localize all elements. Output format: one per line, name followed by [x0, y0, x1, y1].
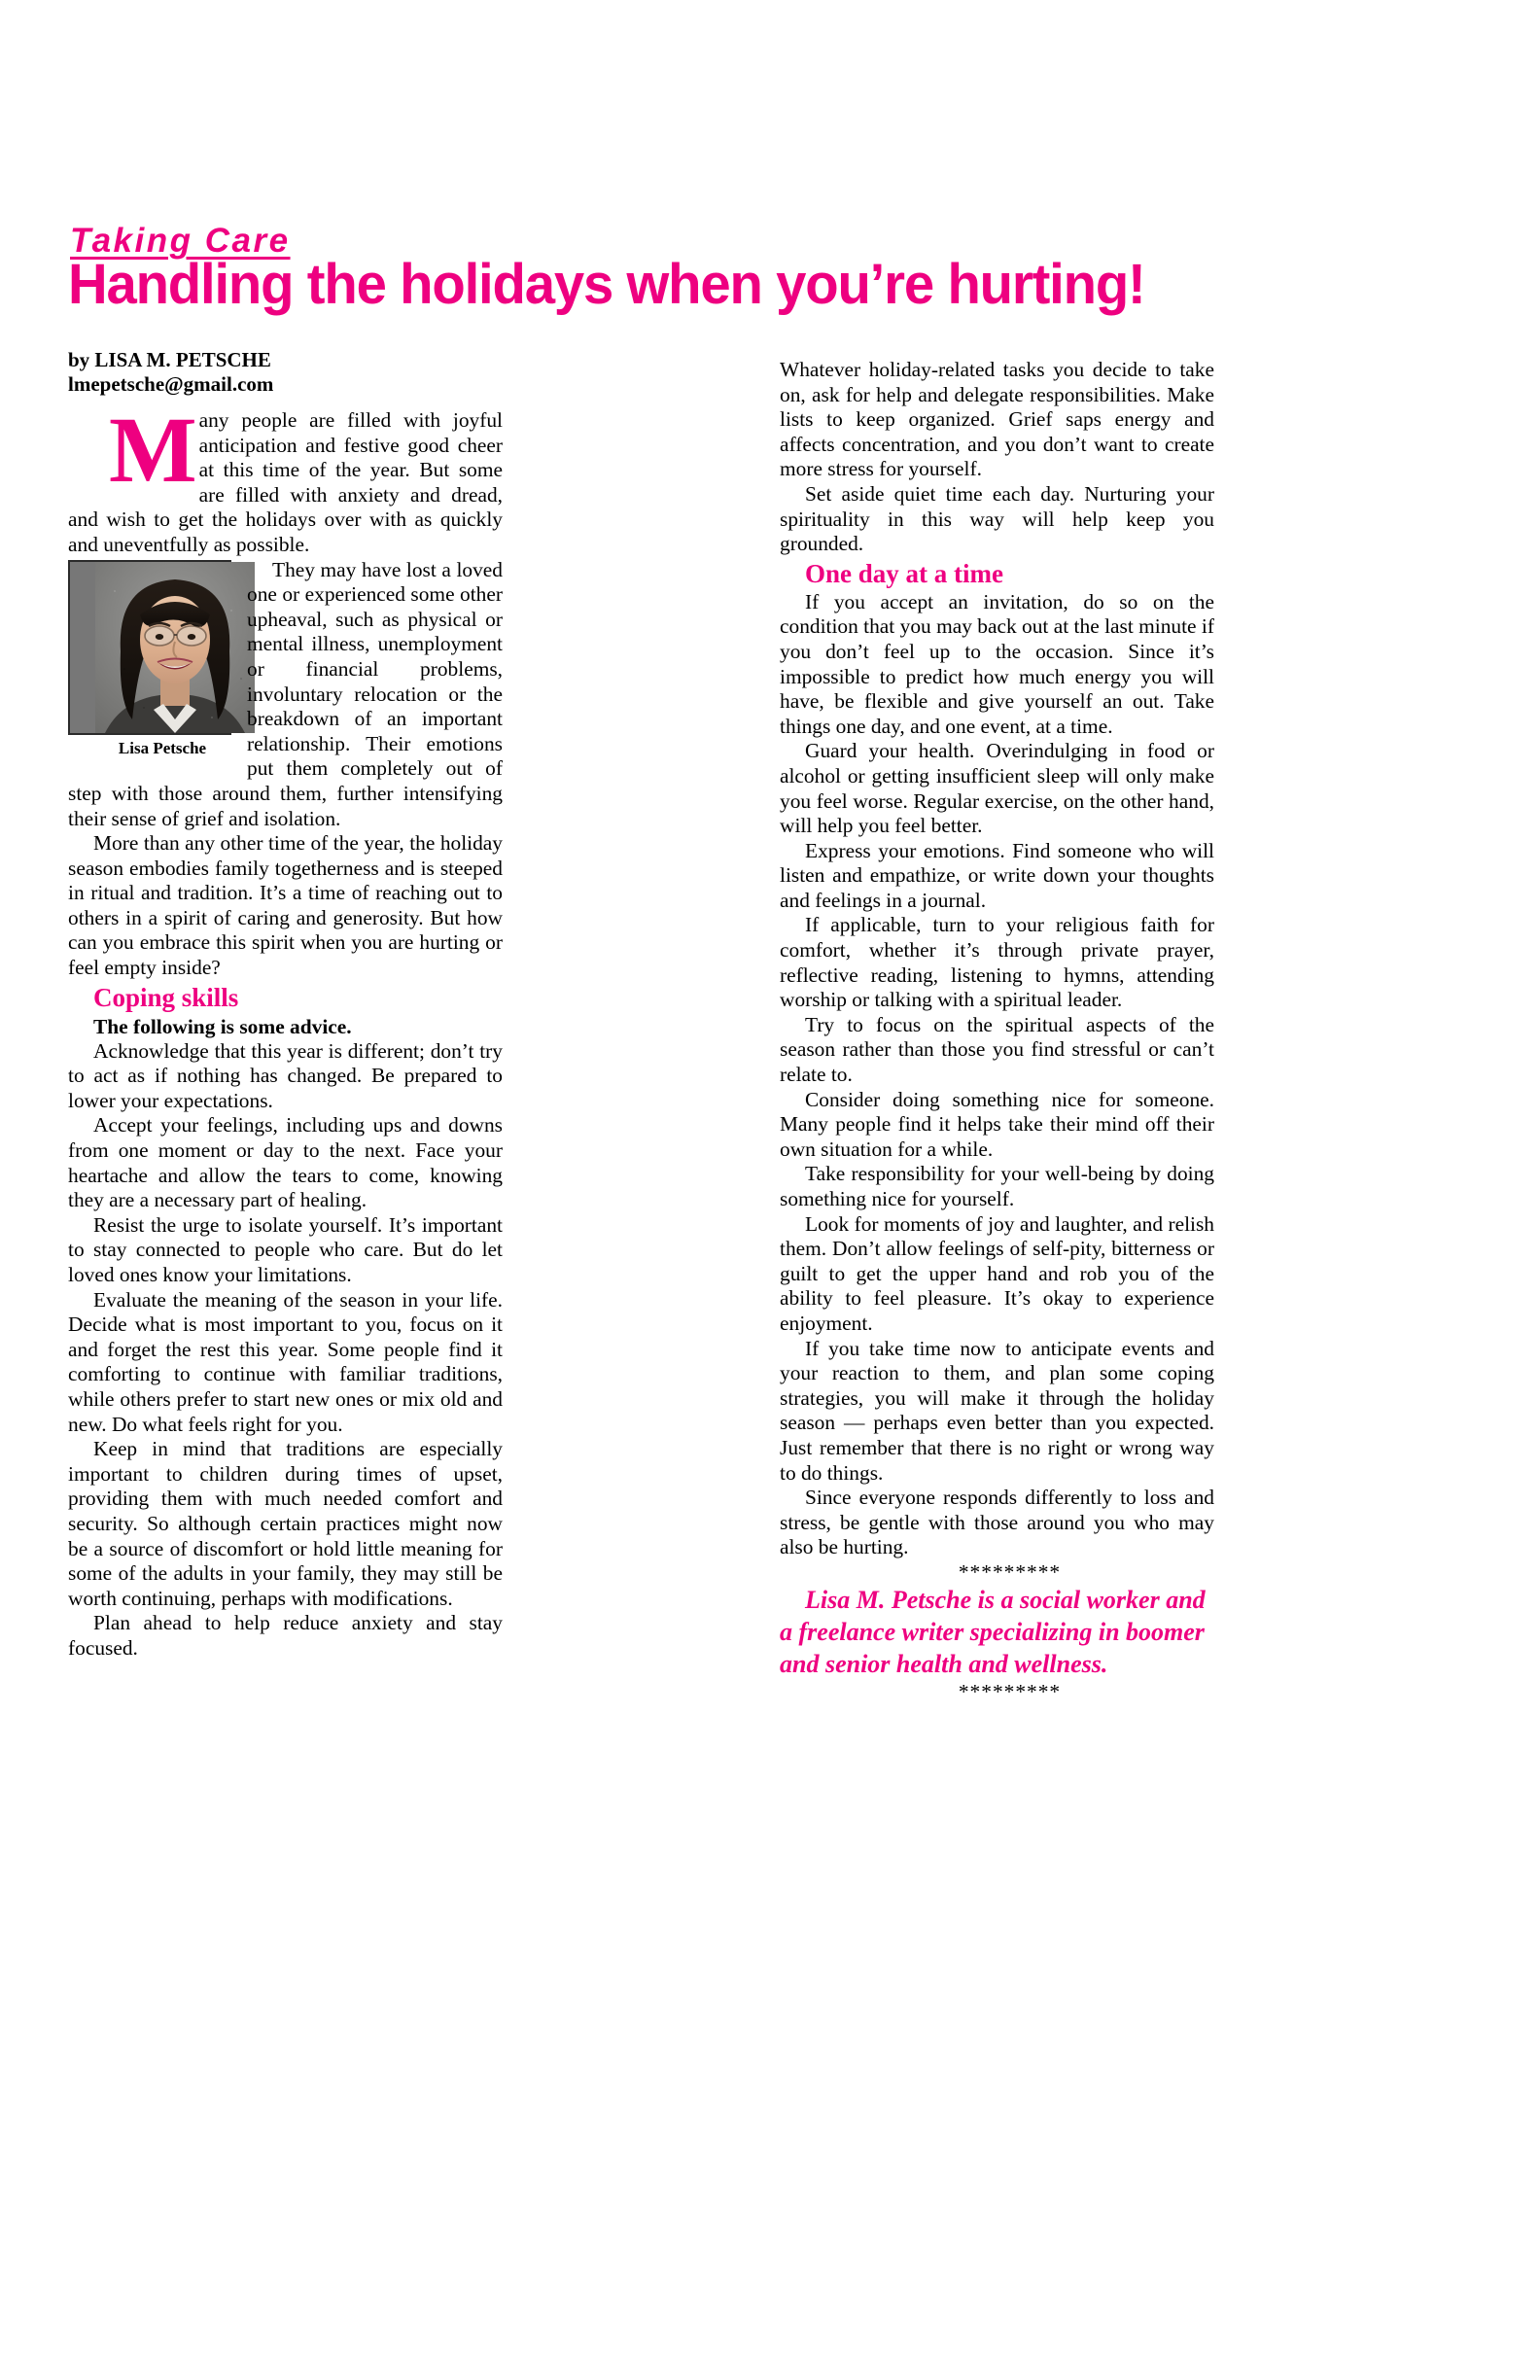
body-paragraph: If applicable, turn to your religious faith for comfort, whether it’s through private prayer, reflective reading, listening to hymns, attending worship or talking with a spiritual leader.: [780, 913, 1214, 1012]
body-paragraph: Acknowledge that this year is different; don’t try to act as if nothing has changed. Be prepared to lower your expectations.: [68, 1038, 503, 1112]
drop-cap: M: [109, 398, 197, 502]
body-paragraph: Consider doing something nice for someone. Many people find it helps take their mind off their own situation for a while.: [780, 1087, 1214, 1161]
subhead-coping-skills: Coping skills: [93, 982, 239, 1012]
body-paragraph: More than any other time of the year, the holiday season embodies family togetherness and is steeped in ritual and tradition. It’s a time of reaching out to others in a spirit of caring and generosity. But how can you embrace this spirit when you are hurting or feel empty inside?: [68, 831, 503, 980]
subhead-one-day-at-a-time: One day at a time: [805, 558, 1003, 588]
body-paragraph: Express your emotions. Find someone who will listen and empathize, or write down your thoughts and feelings in a journal.: [780, 838, 1214, 912]
body-paragraph: Plan ahead to help reduce anxiety and stay focused.: [68, 1611, 503, 1660]
body-paragraph: Since everyone responds differently to loss and stress, be gentle with those around you who may also be hurting.: [780, 1486, 1214, 1559]
left-column: [68, 398, 503, 1662]
body-paragraph: Set aside quiet time each day. Nurturing your spirituality in this way will help keep you grounded.: [780, 481, 1214, 556]
body-paragraph: [68, 558, 503, 832]
body-paragraph: Look for moments of joy and laughter, and relish them. Don’t allow feelings of self-pity, bitterness or guilt to get the upper hand and rob you of the ability to feel pleasure. It’s okay to experience enjoyment.: [780, 1211, 1214, 1335]
author-bio: Lisa M. Petsche is a social worker and a freelance writer specializing in boomer and senior health and wellness.: [780, 1585, 1206, 1678]
body-paragraph: Guard your health. Overindulging in food or alcohol or getting insufficient sleep will only make you feel worse. Regular exercise, on the other hand, will help you feel better.: [780, 739, 1214, 838]
body-paragraph: Keep in mind that traditions are especially important to children during times of upset, providing them with much needed comfort and security. So although certain practices might now be a source of discomfort or hold little meaning for some of the adults in your family, they may still be worth continuing, perhaps with modifications.: [68, 1437, 503, 1610]
byline-email[interactable]: lmepetsche@gmail.com: [68, 372, 274, 396]
byline: [68, 348, 273, 397]
body-paragraph: Evaluate the meaning of the season in your life. Decide what is most important to you, focus on it and forget the rest this year. Some people find it comforting to continue with familiar traditions, while others prefer to start new ones or mix old and new. Do what feels right for you.: [68, 1287, 503, 1436]
page-title: Handling the holidays when you’re hurting!: [68, 253, 1145, 316]
subhead-lead: The following is some advice.: [93, 1014, 352, 1038]
lead-paragraph-text: any people are filled with joyful anticipation and festive good cheer at this time of the year. But some are filled with anxiety and dread, and wish to get the holidays over with as quickly and uneventfully as possible.: [68, 408, 503, 556]
body-paragraph: Try to focus on the spiritual aspects of the season rather than those you find stressful or can’t relate to.: [780, 1012, 1214, 1087]
byline-author: by LISA M. PETSCHE: [68, 348, 271, 371]
section-kicker: Taking Care: [70, 222, 291, 260]
body-paragraph: If you accept an invitation, do so on the condition that you may back out at the last minute if you don’t feel up to the occasion. Since it’s impossible to predict how much energy you will have, be flexible and give yourself an out. Take things one day, and one event, at a time.: [780, 589, 1214, 738]
right-column: [780, 358, 1214, 1703]
body-paragraph: Resist the urge to isolate yourself. It’s important to stay connected to people who care. But do let loved ones know your limitations.: [68, 1212, 503, 1286]
author-photo: [68, 560, 231, 735]
divider-asterisks-bottom: *********: [958, 1679, 1062, 1703]
photo-caption: Lisa Petsche: [118, 738, 207, 757]
body-paragraph: Take responsibility for your well-being by doing something nice for yourself.: [780, 1162, 1214, 1210]
body-paragraph-text: They may have lost a loved one or experienced some other upheaval, such as physical or mental illness, unemployment or financial problems, involuntary relocation or the breakdown of an important relationship. Their emotions put them completely out of step with those around them, further intensifying their sense of grief and isolation.: [68, 557, 503, 830]
divider-asterisks-top: *********: [958, 1559, 1062, 1584]
body-paragraph: If you take time now to anticipate events and your reaction to them, and plan some coping strategies, you will make it through the holiday season — perhaps even better than you expected. Just remember that there is no right or wrong way to do things.: [780, 1336, 1214, 1485]
body-paragraph: Accept your feelings, including ups and downs from one moment or day to the next. Face your heartache and allow the tears to come, knowing they are a necessary part of healing.: [68, 1113, 503, 1212]
body-paragraph: Whatever holiday-related tasks you decide to take on, ask for help and delegate responsibilities. Make lists to keep organized. Grief saps energy and affects concentration, and you don’t want to create more stress for yourself.: [780, 358, 1214, 481]
portrait-image: [95, 562, 255, 733]
author-photo-block: [68, 560, 233, 759]
lead-paragraph: [68, 398, 503, 558]
